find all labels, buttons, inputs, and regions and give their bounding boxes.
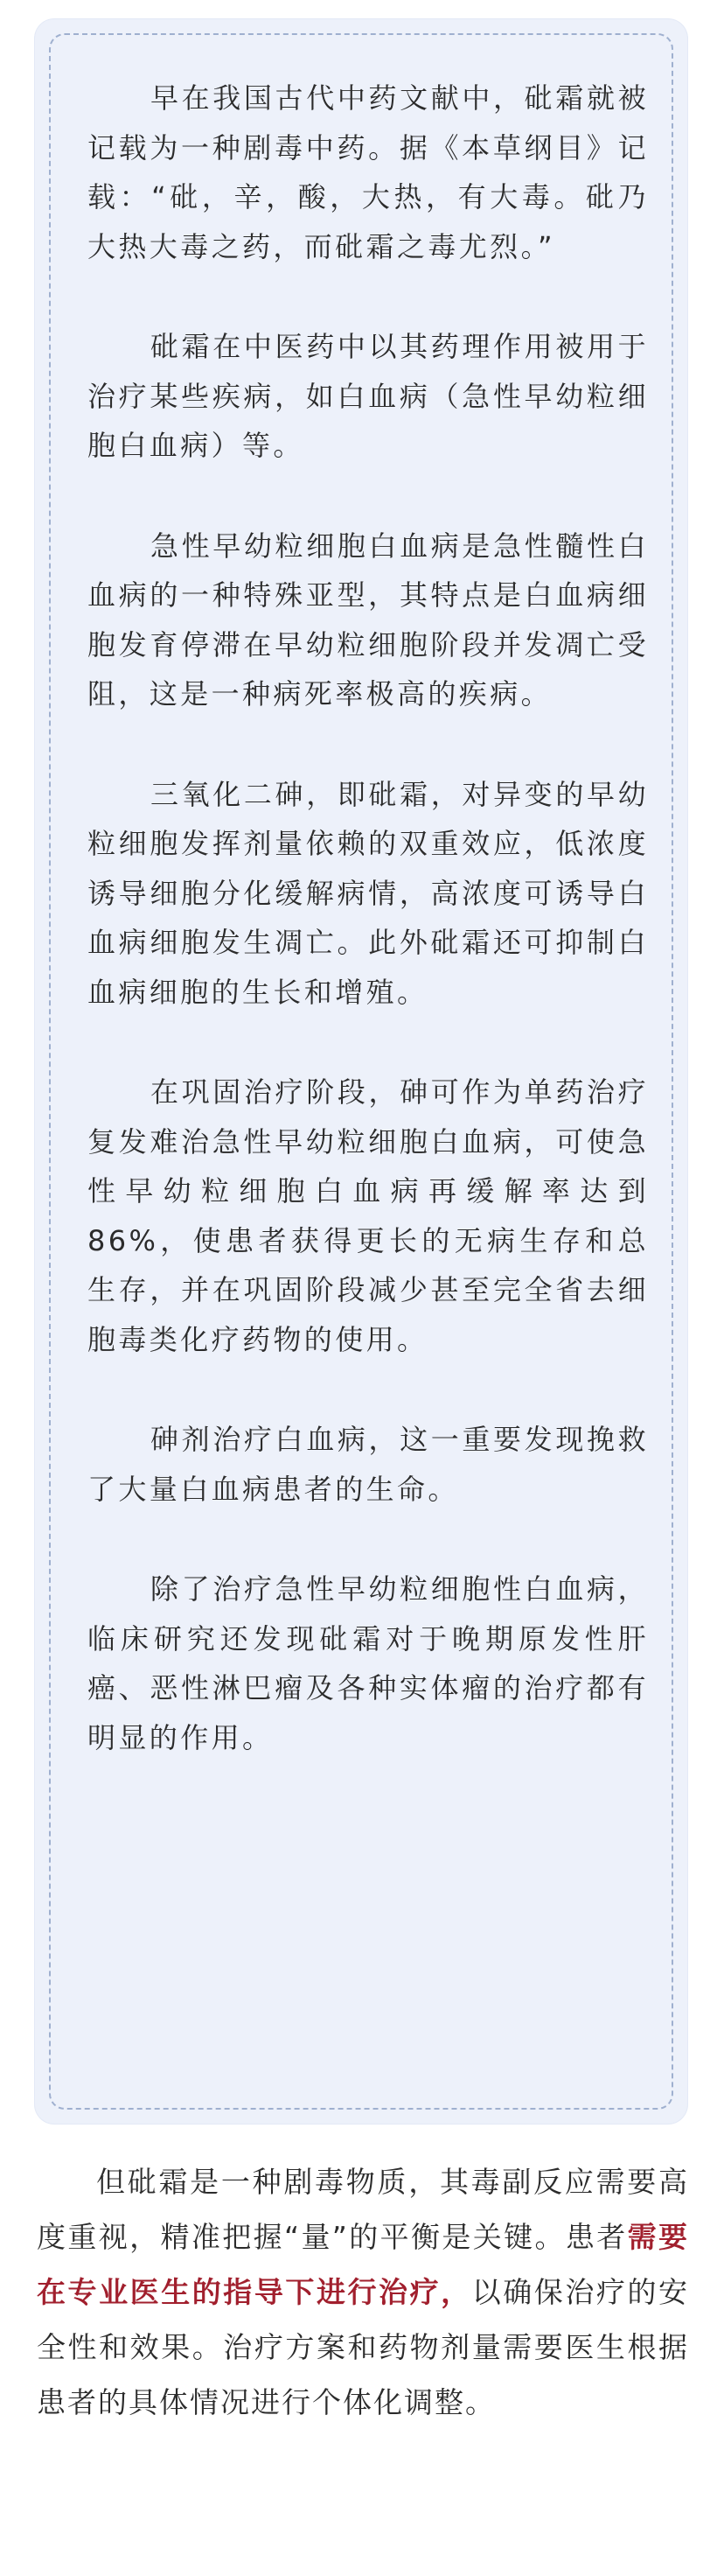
- info-card-dashed-frame: [49, 33, 673, 2110]
- closing-highlight: 需要在专业医生的指导下进行治疗，: [37, 2220, 689, 2309]
- closing-text-part1: 但砒霜是一种剧毒物质，其毒副反应需要高度重视，精准把握“量”的平衡是关键。患者: [37, 2165, 689, 2254]
- info-card: [35, 19, 687, 2124]
- card-paragraph-discovery: 砷剂治疗白血病，这一重要发现挽救了大量白血病患者的生命。: [87, 1423, 649, 1506]
- card-paragraph-apl-definition: 急性早幼粒细胞白血病是急性髓性白血病的一种特殊亚型，其特点是白血病细胞发育停滞在早幼粒细胞阶段并发凋亡受阻，这是一种病死率极高的疾病。: [87, 528, 649, 710]
- closing-paragraph: [37, 2154, 689, 2430]
- card-paragraph-history: 早在我国古代中药文献中，砒霜就被记载为一种剧毒中药。据《本草纲目》记载：“砒，辛，酸，大热，有大毒。砒乃大热大毒之药，而砒霜之毒尤烈。”: [87, 81, 649, 263]
- card-paragraph-tcm-use: 砒霜在中医药中以其药理作用被用于治疗某些疾病，如白血病（急性早幼粒细胞白血病）等。: [87, 330, 649, 462]
- card-paragraph-mechanism: 三氧化二砷，即砒霜，对异变的早幼粒细胞发挥剂量依赖的双重效应，低浓度诱导细胞分化缓解病情，高浓度可诱导白血病细胞发生凋亡。此外砒霜还可抑制白血病细胞的生长和增殖。: [87, 777, 649, 1009]
- card-paragraph-other-uses: 除了治疗急性早幼粒细胞性白血病，临床研究还发现砒霜对于晚期原发性肝癌、恶性淋巴瘤及各种实体瘤的治疗都有明显的作用。: [87, 1572, 649, 1754]
- card-paragraph-consolidation: 在巩固治疗阶段，砷可作为单药治疗复发难治急性早幼粒细胞白血病，可使急性早幼粒细胞白血病再缓解率达到86%，使患者获得更长的无病生存和总生存，并在巩固阶段减少甚至完全省去细胞毒类化疗药物的使用。: [87, 1075, 649, 1356]
- closing-text-part2: 以确保治疗的安全性和效果。治疗方案和药物剂量需要医生根据患者的具体情况进行个体化调整。: [37, 2275, 690, 2419]
